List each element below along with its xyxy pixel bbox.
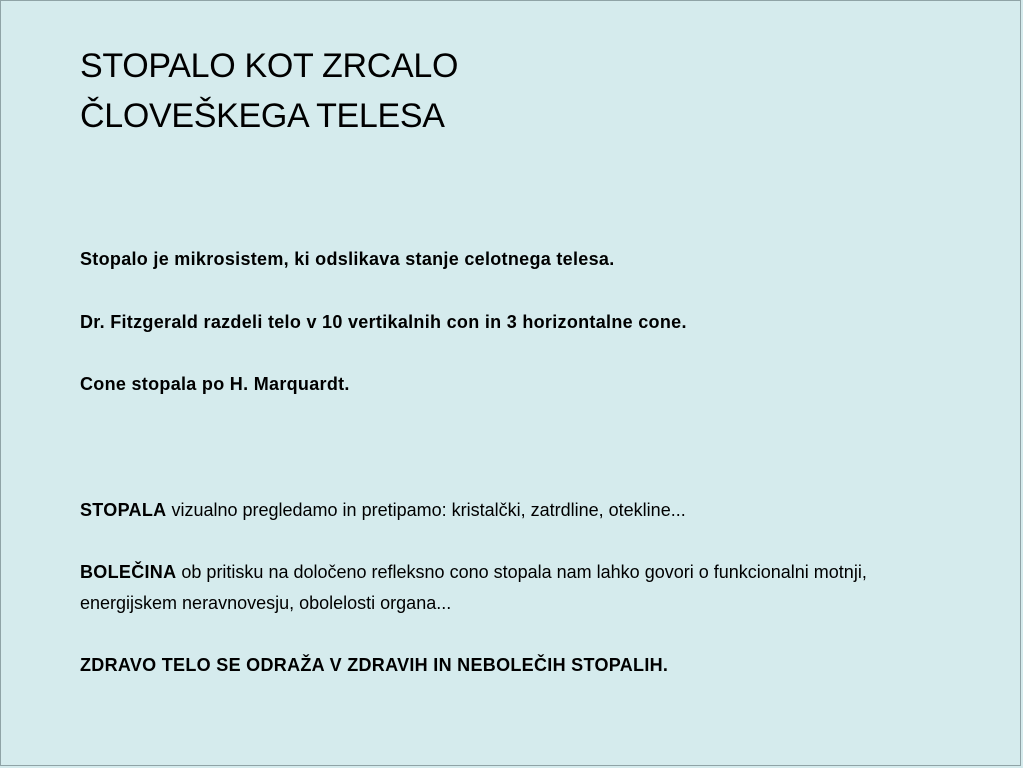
slide-title — [80, 41, 458, 141]
paragraph-marquardt-zones: Cone stopala po H. Marquardt. — [80, 374, 350, 394]
slide-title-line-1: STOPALO KOT ZRCALO — [80, 47, 459, 85]
paragraph-foot-inspection — [80, 495, 686, 526]
paragraph-foot-inspection-text: vizualno pregledamo in pretipamo: kristalčki, zatrdline, otekline... — [166, 500, 686, 520]
paragraph-pain-text: ob pritisku na določeno refleksno cono stopala nam lahko govori o funkcionalni motnji, energijskem neravnovesju, obolelosti organa... — [80, 562, 867, 613]
paragraph-foot-inspection-lead: STOPALA — [80, 500, 167, 520]
paragraph-fitzgerald-zones: Dr. Fitzgerald razdeli telo v 10 vertikalnih con in 3 horizontalne cone. — [80, 312, 687, 332]
paragraph-microsystem: Stopalo je mikrosistem, ki odslikava stanje celotnega telesa. — [80, 249, 615, 269]
paragraph-pain-lead: BOLEČINA — [80, 562, 177, 582]
paragraph-pain — [80, 557, 880, 619]
slide-title-line-2: ČLOVEŠKEGA TELESA — [80, 97, 445, 135]
paragraph-conclusion: ZDRAVO TELO SE ODRAŽA V ZDRAVIH IN NEBOLEČIH STOPALIH. — [80, 655, 669, 675]
